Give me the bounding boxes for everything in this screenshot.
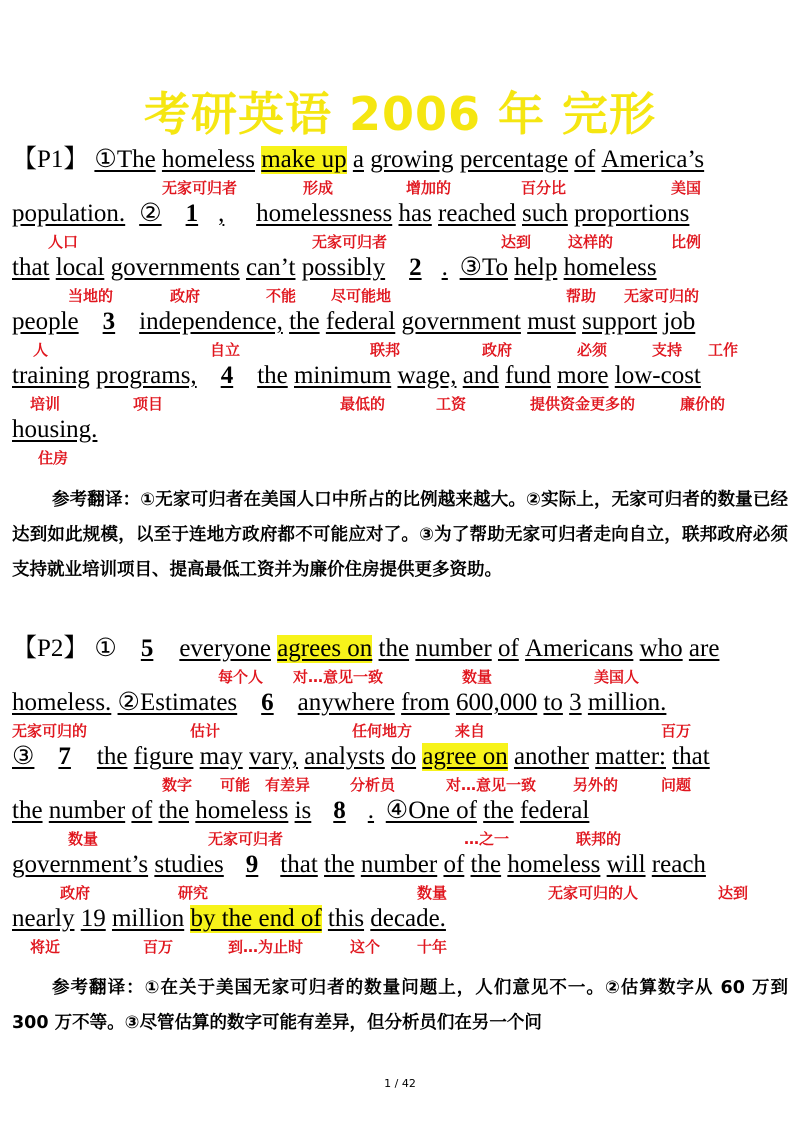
p2-line-2: [12, 689, 666, 717]
gloss: 无家可归者: [208, 830, 284, 848]
word: may: [199, 743, 243, 770]
gloss: 最低的: [340, 395, 386, 413]
word: reached: [438, 200, 516, 227]
blank-number: 1: [185, 200, 199, 227]
word: homeless: [195, 797, 289, 824]
word: of: [497, 635, 519, 662]
word: the: [483, 797, 514, 824]
gloss: 联邦的: [576, 830, 622, 848]
blank-number: 9: [245, 851, 259, 878]
blank-punct: .: [441, 254, 448, 281]
blank-number: 8: [333, 797, 346, 824]
p2-line-4: [12, 797, 589, 825]
gloss: 美国: [671, 179, 702, 197]
paragraph-tag: 【P2】: [12, 635, 89, 662]
p2-line-5: [12, 851, 706, 879]
p1-line-1: [12, 146, 704, 174]
word: the: [12, 797, 43, 824]
word: ②Estimates: [117, 689, 238, 716]
page-number: 1 / 42: [384, 1077, 416, 1090]
p2-line-6: [12, 905, 446, 933]
p1-line-4: [12, 308, 695, 336]
word: figure: [133, 743, 194, 770]
gloss: 无家可归的人: [548, 884, 639, 902]
gloss: 美国人: [594, 668, 640, 686]
word: analysts: [304, 743, 385, 770]
translation-p1: [12, 483, 788, 588]
word: the: [257, 362, 288, 389]
word: independence,: [139, 308, 283, 335]
word: who: [639, 635, 683, 662]
word: local: [55, 254, 105, 281]
word: the: [324, 851, 355, 878]
translation-label: 参考翻译：: [52, 978, 145, 998]
gloss: 研究: [178, 884, 209, 902]
gloss: 对…意见一致: [446, 776, 537, 794]
translation-text: ①在关于美国无家可归者的数量问题上，人们意见不一。②估算数字从 60 万到 300 万不等。③尽管估算的数字可能有差异，但分析员们在另一个问: [12, 978, 789, 1033]
word: homeless: [161, 146, 255, 173]
translation-label: 参考翻译：: [52, 490, 141, 510]
word: government: [401, 308, 521, 335]
word: 600,000: [455, 689, 538, 716]
gloss: 无家可归者: [312, 233, 388, 251]
gloss: 百分比: [521, 179, 567, 197]
word: programs,: [96, 362, 197, 389]
word: everyone: [179, 635, 271, 662]
blank-number: 3: [102, 308, 116, 335]
gloss: 政府: [60, 884, 91, 902]
gloss: 将近: [30, 938, 61, 956]
word: proportions: [574, 200, 690, 227]
word: will: [606, 851, 646, 878]
word: training: [12, 362, 90, 389]
word: is: [294, 797, 312, 824]
word: ①The: [94, 146, 156, 173]
gloss: 任何地方: [352, 722, 413, 740]
highlighted-phrase: agrees on: [277, 635, 373, 662]
p1-line-2: [12, 200, 689, 228]
blank-punct: .: [367, 797, 375, 824]
word: that: [672, 743, 710, 770]
word: homeless: [507, 851, 601, 878]
gloss: 达到: [501, 233, 532, 251]
sentence-number: ③: [12, 743, 35, 770]
word: the: [96, 743, 128, 770]
word: of: [131, 797, 153, 824]
word: more: [557, 362, 609, 389]
word: do: [391, 743, 417, 770]
gloss: 来自: [455, 722, 486, 740]
gloss: 可能: [220, 776, 251, 794]
word: America’s: [601, 146, 705, 173]
gloss: 这个: [350, 938, 381, 956]
word: people: [12, 308, 79, 335]
gloss: 支持: [652, 341, 683, 359]
word: ④One of: [385, 797, 477, 824]
word: government’s: [12, 851, 149, 878]
gloss: 工作: [708, 341, 739, 359]
word: anywhere: [297, 689, 395, 716]
word: has: [398, 200, 432, 227]
word: growing: [370, 146, 454, 173]
gloss: 人: [33, 341, 49, 359]
gloss: 必须: [577, 341, 608, 359]
p2-line-3: [12, 743, 710, 771]
translation-p2: [12, 971, 788, 1041]
gloss: 廉价的: [680, 395, 726, 413]
gloss: 提供资金更多的: [530, 395, 636, 413]
word: from: [401, 689, 450, 716]
p2-line-1: [12, 635, 719, 663]
p1-line-5: [12, 362, 701, 390]
gloss: 分析员: [350, 776, 396, 794]
gloss: 这样的: [568, 233, 614, 251]
gloss: 无家可归的: [12, 722, 88, 740]
sentence-number: ①: [94, 635, 117, 662]
translation-text: ①无家可归者在美国人口中所占的比例越来越大。②实际上，无家可归者的数量已经达到如此规模，以至于连地方政府都不可能应对了。③为了帮助无家可归者走向自立，联邦政府必须支持就业培训项目、提高最低工资并为廉价住房提供更多资助。: [12, 490, 788, 580]
word: homeless.: [12, 689, 112, 716]
page-title: 考研英语 2006 年 完形: [143, 87, 657, 141]
gloss: 帮助: [566, 287, 597, 305]
word: of: [443, 851, 465, 878]
gloss: 无家可归的: [624, 287, 700, 305]
gloss: 估计: [190, 722, 221, 740]
word: wage,: [397, 362, 457, 389]
highlighted-phrase: agree on: [422, 743, 508, 770]
word: and: [462, 362, 499, 389]
word: federal: [519, 797, 590, 824]
gloss: 问题: [661, 776, 692, 794]
gloss: 达到: [718, 884, 749, 902]
gloss: 项目: [133, 395, 164, 413]
blank-number: 7: [58, 743, 71, 770]
gloss: 有差异: [265, 776, 311, 794]
blank-number: 4: [220, 362, 234, 389]
word: the: [158, 797, 190, 824]
gloss: 无家可归者: [162, 179, 238, 197]
word: fund: [505, 362, 551, 389]
word: population.: [12, 200, 126, 227]
paragraph-tag: 【P1】: [12, 146, 89, 173]
gloss: 政府: [170, 287, 201, 305]
word: a: [352, 146, 364, 173]
word: support: [582, 308, 658, 335]
word: reach: [651, 851, 706, 878]
gloss: 增加的: [406, 179, 452, 197]
word: number: [415, 635, 492, 662]
blank-number: 6: [261, 689, 274, 716]
word: number: [360, 851, 438, 878]
word: the: [289, 308, 320, 335]
sentence-number: ②: [139, 200, 162, 227]
word: can’t: [245, 254, 296, 281]
word: vary,: [248, 743, 299, 770]
gloss: 十年: [417, 938, 448, 956]
gloss: 当地的: [68, 287, 114, 305]
word: the: [378, 635, 410, 662]
word: such: [522, 200, 568, 227]
gloss: 数量: [68, 830, 99, 848]
blank-punct: ,: [218, 200, 225, 227]
gloss: 培训: [30, 395, 61, 413]
word: possibly: [301, 254, 386, 281]
word: Americans: [525, 635, 634, 662]
gloss: 政府: [482, 341, 513, 359]
word: minimum: [293, 362, 392, 389]
word: another: [513, 743, 589, 770]
word: 3: [569, 689, 582, 716]
p1-line-3: [12, 254, 657, 282]
gloss: 数量: [417, 884, 448, 902]
word: the: [470, 851, 502, 878]
gloss: 数字: [162, 776, 193, 794]
p1-line-6: [12, 416, 97, 444]
gloss: 比例: [671, 233, 702, 251]
gloss: 住房: [38, 449, 69, 467]
gloss: 对…意见一致: [293, 668, 384, 686]
word: studies: [154, 851, 224, 878]
word: are: [688, 635, 720, 662]
blank-number: 2: [409, 254, 422, 281]
word: help: [514, 254, 558, 281]
word: percentage: [459, 146, 569, 173]
word: of: [574, 146, 596, 173]
highlighted-phrase: by the end of: [190, 905, 322, 932]
word: this: [327, 905, 365, 932]
word: federal: [325, 308, 396, 335]
word: must: [527, 308, 576, 335]
word: decade.: [370, 905, 446, 932]
gloss: 形成: [303, 179, 334, 197]
word: number: [48, 797, 126, 824]
word: homeless: [563, 254, 657, 281]
word: million: [111, 905, 185, 932]
word: job: [663, 308, 696, 335]
word: to: [543, 689, 563, 716]
word: 19: [80, 905, 106, 932]
gloss: 每个人: [218, 668, 264, 686]
word: nearly: [12, 905, 75, 932]
word: that: [12, 254, 50, 281]
word: homelessness: [256, 200, 393, 227]
gloss: …之一: [464, 830, 510, 848]
gloss: 工资: [436, 395, 467, 413]
gloss: 自立: [210, 341, 241, 359]
word: low-cost: [614, 362, 701, 389]
gloss: 不能: [266, 287, 297, 305]
gloss: 联邦: [370, 341, 401, 359]
gloss: 百万: [143, 938, 174, 956]
word: housing.: [12, 416, 98, 443]
word: ③To: [459, 254, 509, 281]
gloss: 数量: [462, 668, 493, 686]
highlighted-phrase: make up: [261, 146, 347, 173]
word: million.: [587, 689, 667, 716]
word: matter:: [595, 743, 666, 770]
gloss: 到…为止时: [228, 938, 304, 956]
gloss: 百万: [661, 722, 692, 740]
word: that: [280, 851, 318, 878]
gloss: 另外的: [573, 776, 619, 794]
word: governments: [110, 254, 240, 281]
blank-number: 5: [140, 635, 154, 662]
gloss: 尽可能地: [331, 287, 392, 305]
gloss: 人口: [48, 233, 79, 251]
